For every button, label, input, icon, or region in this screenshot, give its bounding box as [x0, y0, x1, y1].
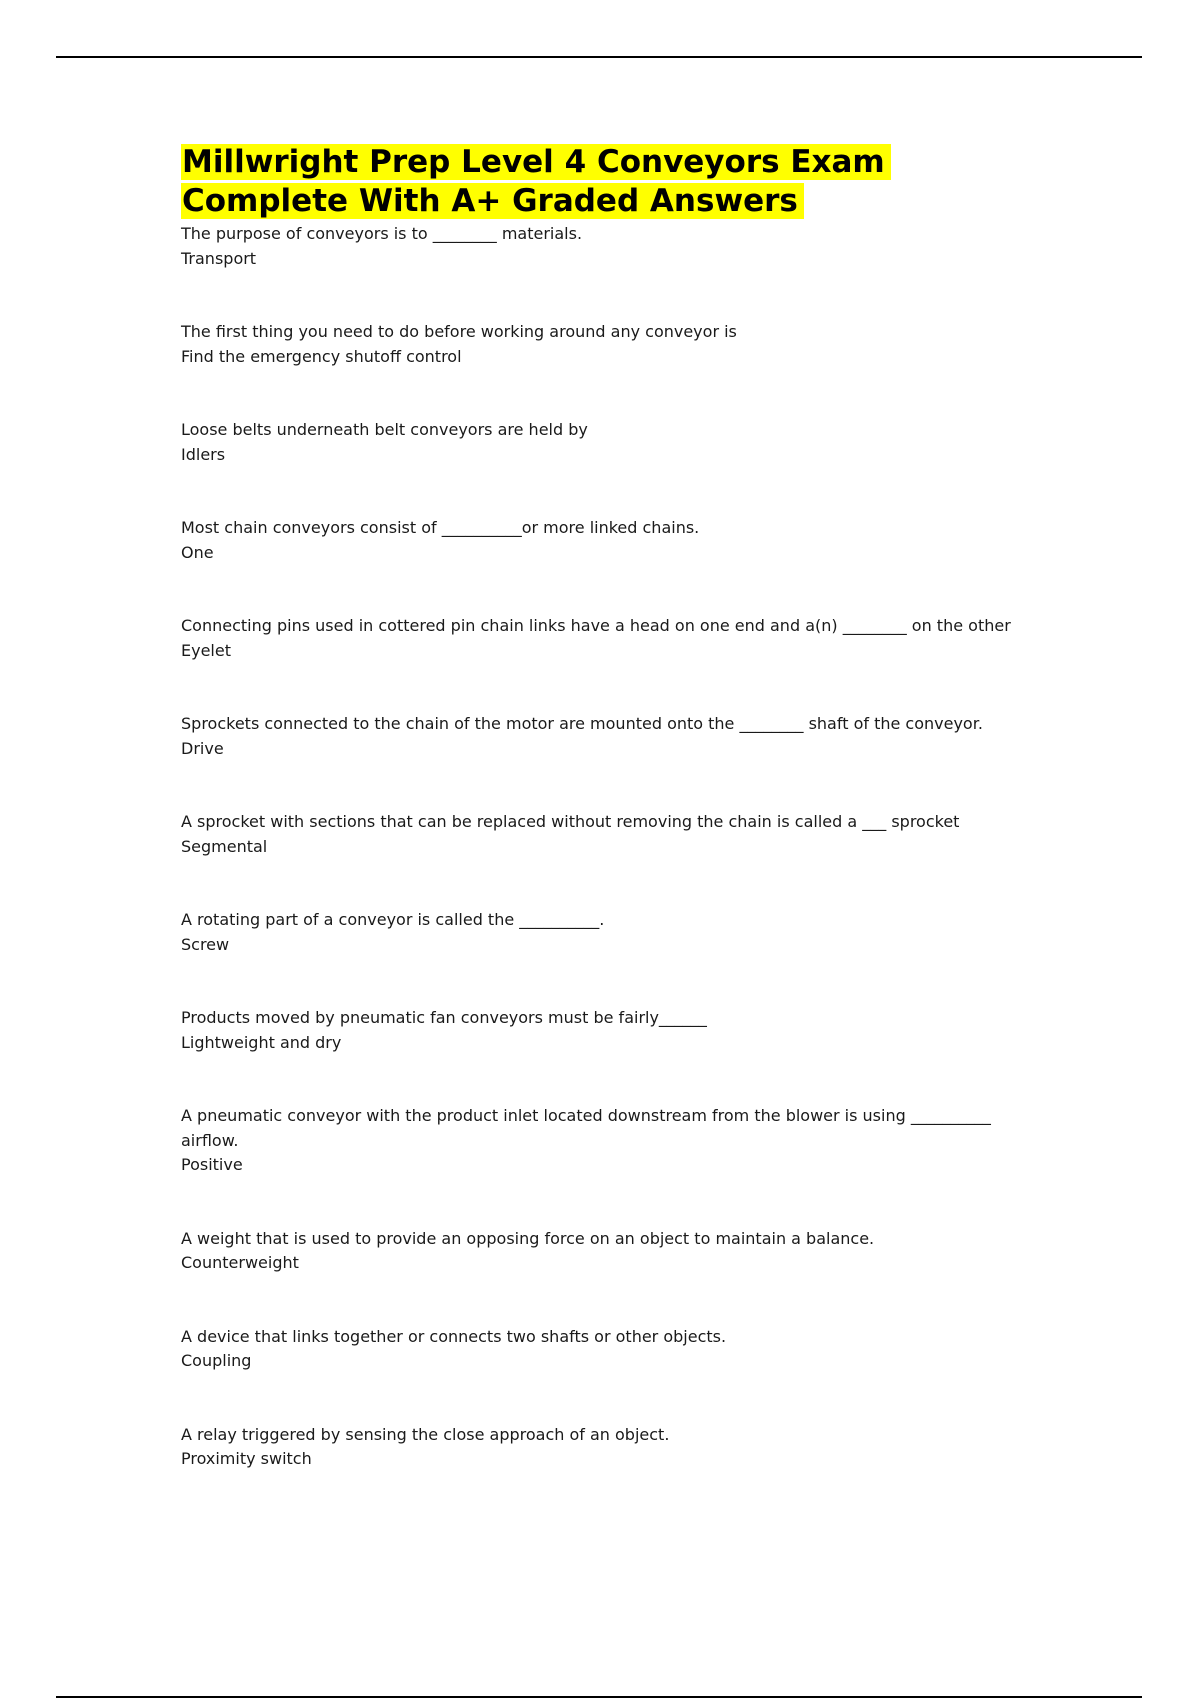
question-text: A relay triggered by sensing the close approach of an object.: [181, 1424, 670, 1444]
qa-item: [181, 1006, 1031, 1055]
question-text: A weight that is used to provide an opposing force on an object to maintain a balance.: [181, 1228, 875, 1248]
title-line-1: Millwright Prep Level 4 Conveyors Exam: [181, 144, 891, 180]
question-text: A device that links together or connects two shafts or other objects.: [181, 1326, 727, 1346]
document-title: [181, 143, 1031, 221]
answer-text: One: [181, 542, 214, 562]
question-text: A sprocket with sections that can be replaced without removing the chain is called a ___ sprocket: [181, 812, 960, 831]
answer-text: Coupling: [181, 1351, 252, 1370]
page-bottom-rule: [56, 1696, 1142, 1698]
question-text: Most chain conveyors consist of __________or more linked chains.: [181, 518, 700, 537]
answer-text: Screw: [181, 934, 230, 954]
answer-text: Lightweight and dry: [181, 1032, 342, 1052]
qa-item: [181, 320, 1031, 369]
answer-text: Find the emergency shutoff control: [181, 346, 462, 366]
qa-item: [181, 418, 1031, 467]
qa-item: [181, 1104, 1031, 1178]
qa-item: [181, 1325, 1031, 1374]
answer-text: Drive: [181, 738, 224, 758]
qa-item: [181, 908, 1031, 957]
document-body: [181, 143, 1031, 1472]
qa-list: [181, 222, 1031, 1472]
qa-item: [181, 1423, 1031, 1472]
question-text: Products moved by pneumatic fan conveyors must be fairly______: [181, 1008, 707, 1027]
question-text: A pneumatic conveyor with the product inlet located downstream from the blower is using __________ airflow.: [181, 1106, 991, 1150]
qa-item: [181, 516, 1031, 565]
answer-text: Positive: [181, 1155, 243, 1174]
question-text: The purpose of conveyors is to ________ materials.: [181, 224, 583, 243]
question-text: Connecting pins used in cottered pin chain links have a head on one end and a(n) ________ on the other: [181, 616, 1011, 635]
answer-text: Eyelet: [181, 640, 231, 660]
title-line-2: Complete With A+ Graded Answers: [181, 183, 804, 219]
question-text: Sprockets connected to the chain of the motor are mounted onto the ________ shaft of the conveyor.: [181, 714, 983, 733]
qa-item: [181, 614, 1031, 663]
answer-text: Proximity switch: [181, 1449, 312, 1468]
qa-item: [181, 1227, 1031, 1276]
question-text: A rotating part of a conveyor is called the __________.: [181, 910, 605, 929]
qa-item: [181, 810, 1031, 859]
answer-text: Counterweight: [181, 1253, 299, 1272]
question-text: The first thing you need to do before working around any conveyor is: [181, 322, 737, 341]
page-top-rule: [56, 56, 1142, 58]
question-text: Loose belts underneath belt conveyors are held by: [181, 420, 588, 439]
qa-item: [181, 222, 1031, 271]
answer-text: Idlers: [181, 444, 226, 464]
qa-item: [181, 712, 1031, 761]
answer-text: Segmental: [181, 836, 268, 856]
answer-text: Transport: [181, 248, 257, 268]
